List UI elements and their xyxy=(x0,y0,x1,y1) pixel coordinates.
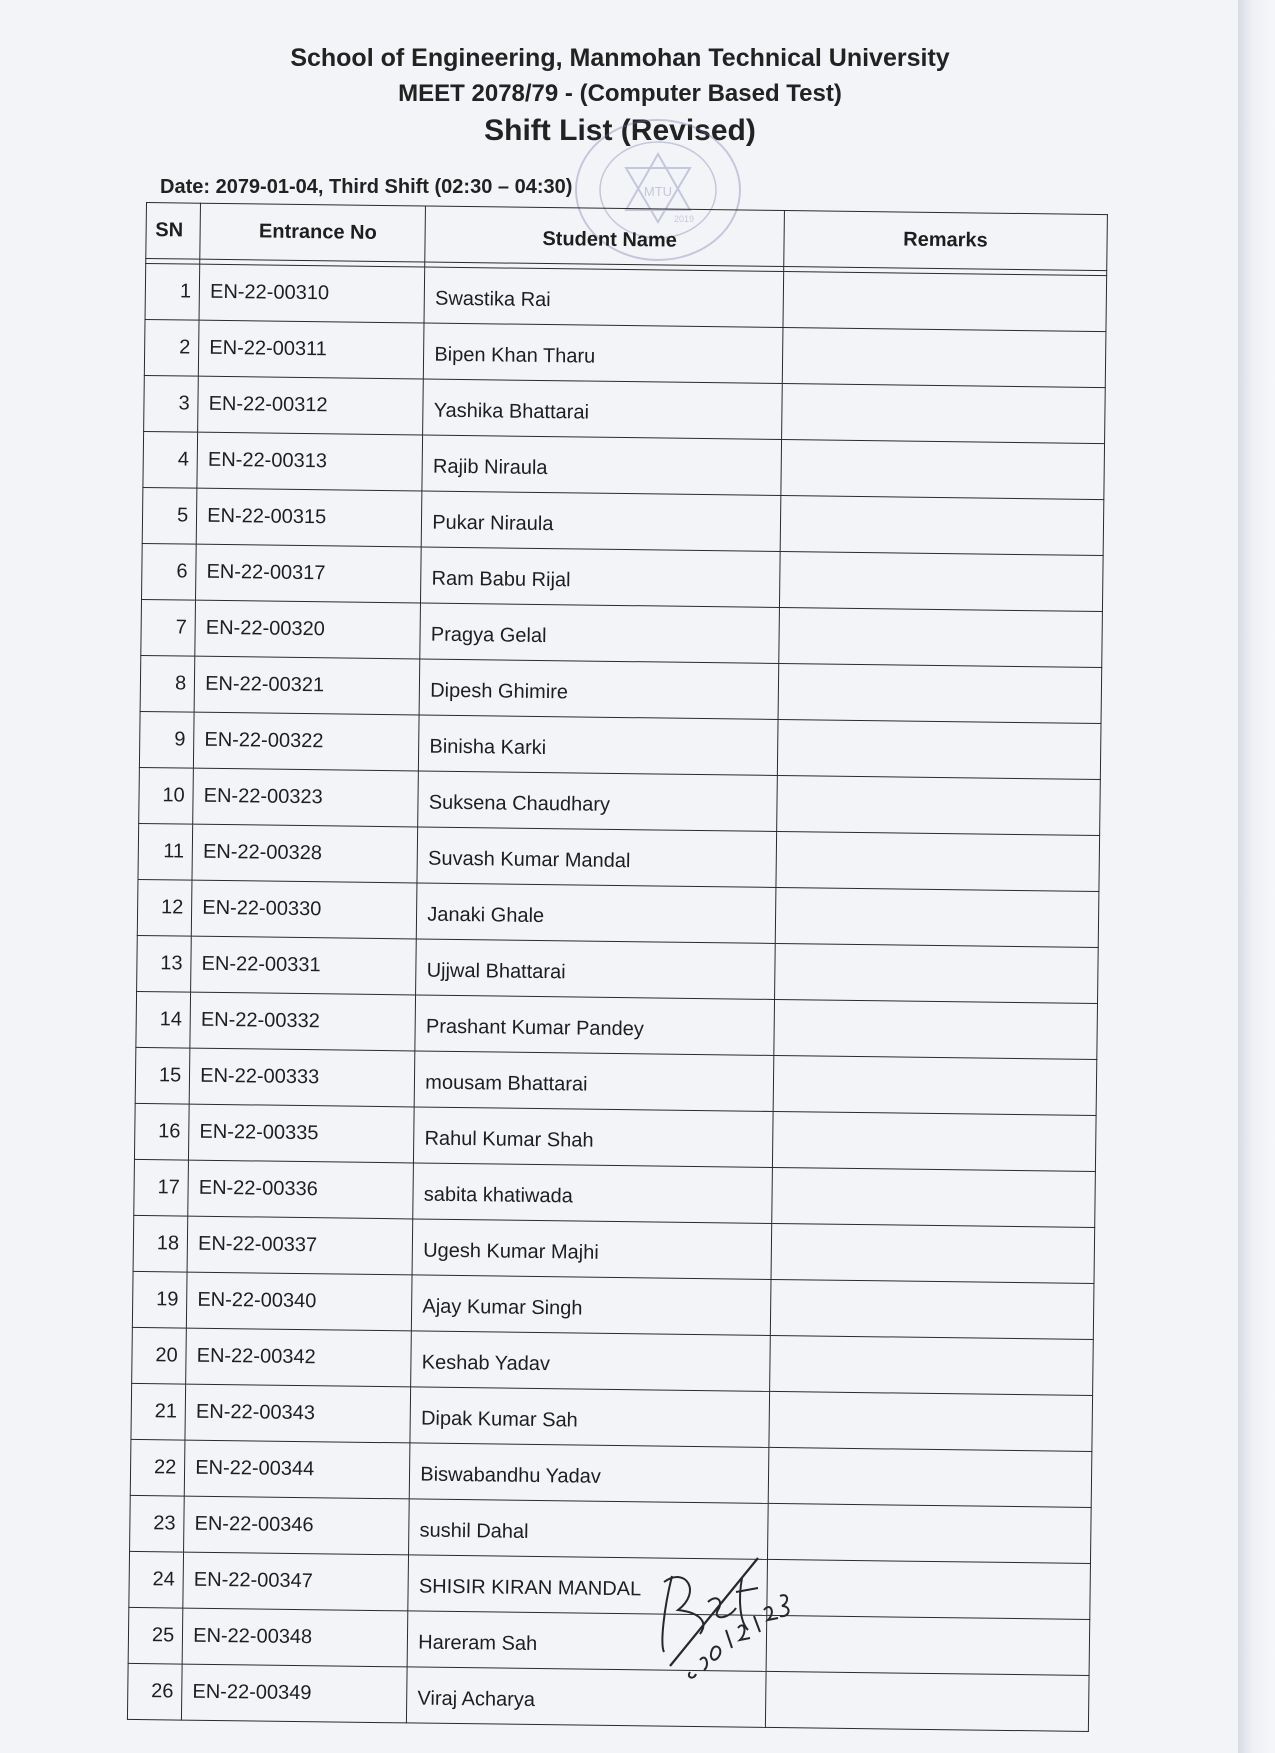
cell-sn: 23 xyxy=(130,1495,185,1552)
cell-sn: 17 xyxy=(134,1159,189,1216)
cell-remarks xyxy=(775,887,1099,947)
scan-page-edge xyxy=(1238,0,1275,1753)
cell-sn: 16 xyxy=(134,1103,189,1160)
cell-remarks xyxy=(781,440,1105,500)
cell-entrance-no: EN-22-00349 xyxy=(182,1664,408,1723)
exam-title: MEET 2078/79 - (Computer Based Test) xyxy=(398,80,842,107)
cell-entrance-no: EN-22-00332 xyxy=(190,992,416,1051)
cell-entrance-no: EN-22-00347 xyxy=(183,1552,409,1611)
cell-sn: 6 xyxy=(142,543,197,600)
cell-sn: 1 xyxy=(145,264,200,321)
cell-student-name: Hareram Sah xyxy=(407,1611,766,1672)
cell-remarks xyxy=(773,1055,1097,1115)
cell-remarks xyxy=(778,663,1102,723)
cell-student-name: Dipak Kumar Sah xyxy=(410,1387,769,1448)
cell-entrance-no: EN-22-00321 xyxy=(194,656,420,715)
cell-entrance-no: EN-22-00348 xyxy=(182,1608,408,1667)
cell-entrance-no: EN-22-00313 xyxy=(197,432,423,491)
cell-sn: 3 xyxy=(144,375,199,432)
column-header-student-name: Student Name xyxy=(425,206,784,267)
cell-entrance-no: EN-22-00315 xyxy=(196,488,422,547)
cell-student-name: Ujjwal Bhattarai xyxy=(416,939,775,1000)
cell-entrance-no: EN-22-00320 xyxy=(195,600,421,659)
cell-sn: 22 xyxy=(130,1439,185,1496)
cell-student-name: Biswabandhu Yadav xyxy=(410,1443,769,1504)
cell-remarks xyxy=(772,1167,1096,1227)
cell-remarks xyxy=(783,272,1107,332)
cell-student-name: Keshab Yadav xyxy=(411,1331,770,1392)
cell-student-name: Viraj Acharya xyxy=(407,1667,766,1728)
cell-student-name: Suvash Kumar Mandal xyxy=(417,827,776,888)
cell-sn: 19 xyxy=(132,1271,187,1328)
cell-student-name: Prashant Kumar Pandey xyxy=(415,995,774,1056)
shift-date: Date: 2079-01-04, Third Shift (02:30 – 04:30) xyxy=(160,176,573,198)
cell-remarks xyxy=(776,831,1100,891)
cell-sn: 24 xyxy=(129,1551,184,1608)
cell-entrance-no: EN-22-00340 xyxy=(187,1272,413,1331)
cell-student-name: Rahul Kumar Shah xyxy=(414,1107,773,1168)
shift-table xyxy=(127,202,1108,1732)
column-header-sn: SN xyxy=(146,203,201,260)
cell-remarks xyxy=(770,1279,1094,1339)
cell-sn: 14 xyxy=(136,991,191,1048)
cell-sn: 9 xyxy=(139,711,194,768)
cell-entrance-no: EN-22-00343 xyxy=(185,1384,411,1443)
cell-student-name: Pukar Niraula xyxy=(421,491,780,552)
cell-remarks xyxy=(771,1223,1095,1283)
cell-remarks xyxy=(769,1335,1093,1395)
cell-student-name: sabita khatiwada xyxy=(413,1163,772,1224)
cell-sn: 7 xyxy=(141,599,196,656)
cell-student-name: Binisha Karki xyxy=(419,715,778,776)
cell-sn: 13 xyxy=(137,935,192,992)
cell-sn: 18 xyxy=(133,1215,188,1272)
cell-entrance-no: EN-22-00330 xyxy=(191,880,417,939)
cell-entrance-no: EN-22-00328 xyxy=(192,824,418,883)
cell-sn: 11 xyxy=(138,823,193,880)
cell-sn: 15 xyxy=(135,1047,190,1104)
cell-entrance-no: EN-22-00312 xyxy=(198,376,424,435)
cell-student-name: Ajay Kumar Singh xyxy=(412,1275,771,1336)
cell-entrance-no: EN-22-00311 xyxy=(199,320,425,379)
cell-student-name: SHISIR KIRAN MANDAL xyxy=(408,1555,767,1616)
cell-sn: 5 xyxy=(142,487,197,544)
cell-student-name: mousam Bhattarai xyxy=(414,1051,773,1112)
table-row xyxy=(127,1663,1089,1731)
cell-sn: 21 xyxy=(131,1383,186,1440)
cell-remarks xyxy=(769,1391,1093,1451)
cell-remarks xyxy=(774,943,1098,1003)
handwritten-signature xyxy=(650,1548,850,1688)
cell-remarks xyxy=(774,999,1098,1059)
cell-student-name: Janaki Ghale xyxy=(417,883,776,944)
cell-sn: 25 xyxy=(128,1607,183,1664)
cell-entrance-no: EN-22-00310 xyxy=(199,264,425,323)
cell-sn: 4 xyxy=(143,431,198,488)
column-header-entrance-no: Entrance No xyxy=(200,203,426,262)
cell-sn: 20 xyxy=(132,1327,187,1384)
cell-student-name: Yashika Bhattarai xyxy=(423,379,782,440)
cell-remarks xyxy=(768,1447,1092,1507)
cell-remarks xyxy=(779,551,1103,611)
cell-remarks xyxy=(782,328,1106,388)
cell-sn: 2 xyxy=(144,319,199,376)
cell-remarks xyxy=(779,607,1103,667)
cell-sn: 10 xyxy=(139,767,194,824)
column-header-remarks: Remarks xyxy=(784,211,1108,271)
cell-remarks xyxy=(777,719,1101,779)
cell-student-name: sushil Dahal xyxy=(409,1499,768,1560)
cell-sn: 26 xyxy=(127,1663,182,1720)
cell-student-name: Bipen Khan Tharu xyxy=(424,323,783,384)
cell-student-name: Ugesh Kumar Majhi xyxy=(412,1219,771,1280)
cell-entrance-no: EN-22-00323 xyxy=(193,768,419,827)
cell-entrance-no: EN-22-00346 xyxy=(184,1496,410,1555)
list-title: Shift List (Revised) xyxy=(484,114,756,147)
cell-student-name: Rajib Niraula xyxy=(422,435,781,496)
cell-entrance-no: EN-22-00322 xyxy=(194,712,420,771)
cell-student-name: Dipesh Ghimire xyxy=(419,659,778,720)
cell-sn: 12 xyxy=(137,879,192,936)
cell-entrance-no: EN-22-00342 xyxy=(186,1328,412,1387)
cell-remarks xyxy=(776,775,1100,835)
institution-title: School of Engineering, Manmohan Technical University xyxy=(290,44,950,72)
cell-student-name: Swastika Rai xyxy=(424,267,783,328)
cell-entrance-no: EN-22-00333 xyxy=(189,1048,415,1107)
cell-entrance-no: EN-22-00336 xyxy=(188,1160,414,1219)
stamp-year: 2019 xyxy=(673,214,695,224)
cell-student-name: Ram Babu Rijal xyxy=(421,547,780,608)
stamp-text: MTU xyxy=(643,184,673,199)
cell-entrance-no: EN-22-00337 xyxy=(187,1216,413,1275)
cell-entrance-no: EN-22-00317 xyxy=(196,544,422,603)
cell-entrance-no: EN-22-00331 xyxy=(191,936,417,995)
cell-remarks xyxy=(781,384,1105,444)
cell-remarks xyxy=(772,1111,1096,1171)
cell-student-name: Pragya Gelal xyxy=(420,603,779,664)
cell-entrance-no: EN-22-00344 xyxy=(184,1440,410,1499)
cell-remarks xyxy=(780,495,1104,555)
cell-student-name: Suksena Chaudhary xyxy=(418,771,777,832)
cell-entrance-no: EN-22-00335 xyxy=(189,1104,415,1163)
cell-sn: 8 xyxy=(140,655,195,712)
